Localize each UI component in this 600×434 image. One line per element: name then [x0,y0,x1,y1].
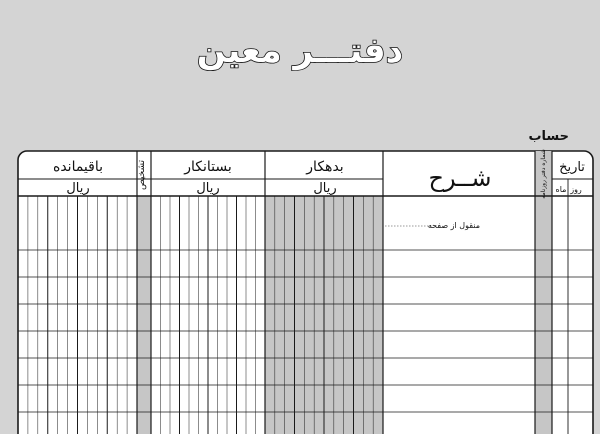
credit-currency: ریال [196,181,220,196]
debit-currency: ریال [313,181,337,196]
account-label: حساب [528,129,569,144]
docno-header: شماره دفتر روزنامه [540,149,547,199]
balance-currency: ریال [66,181,90,196]
description-header: شــرح [428,164,492,192]
detect-header: تشخیص [137,159,147,191]
detect-shade [137,196,151,434]
page-title: دفتـــر معین [196,31,404,71]
balance-header: باقیمانده [52,159,104,175]
credit-header: بستانکار [184,159,232,175]
date-header: تاریخ [559,160,585,175]
month-header: ماه [555,185,567,194]
debit-header: بدهکار [306,159,344,175]
carried-from-label: منقول از صفحه [427,221,480,230]
day-header: روز [570,185,582,194]
